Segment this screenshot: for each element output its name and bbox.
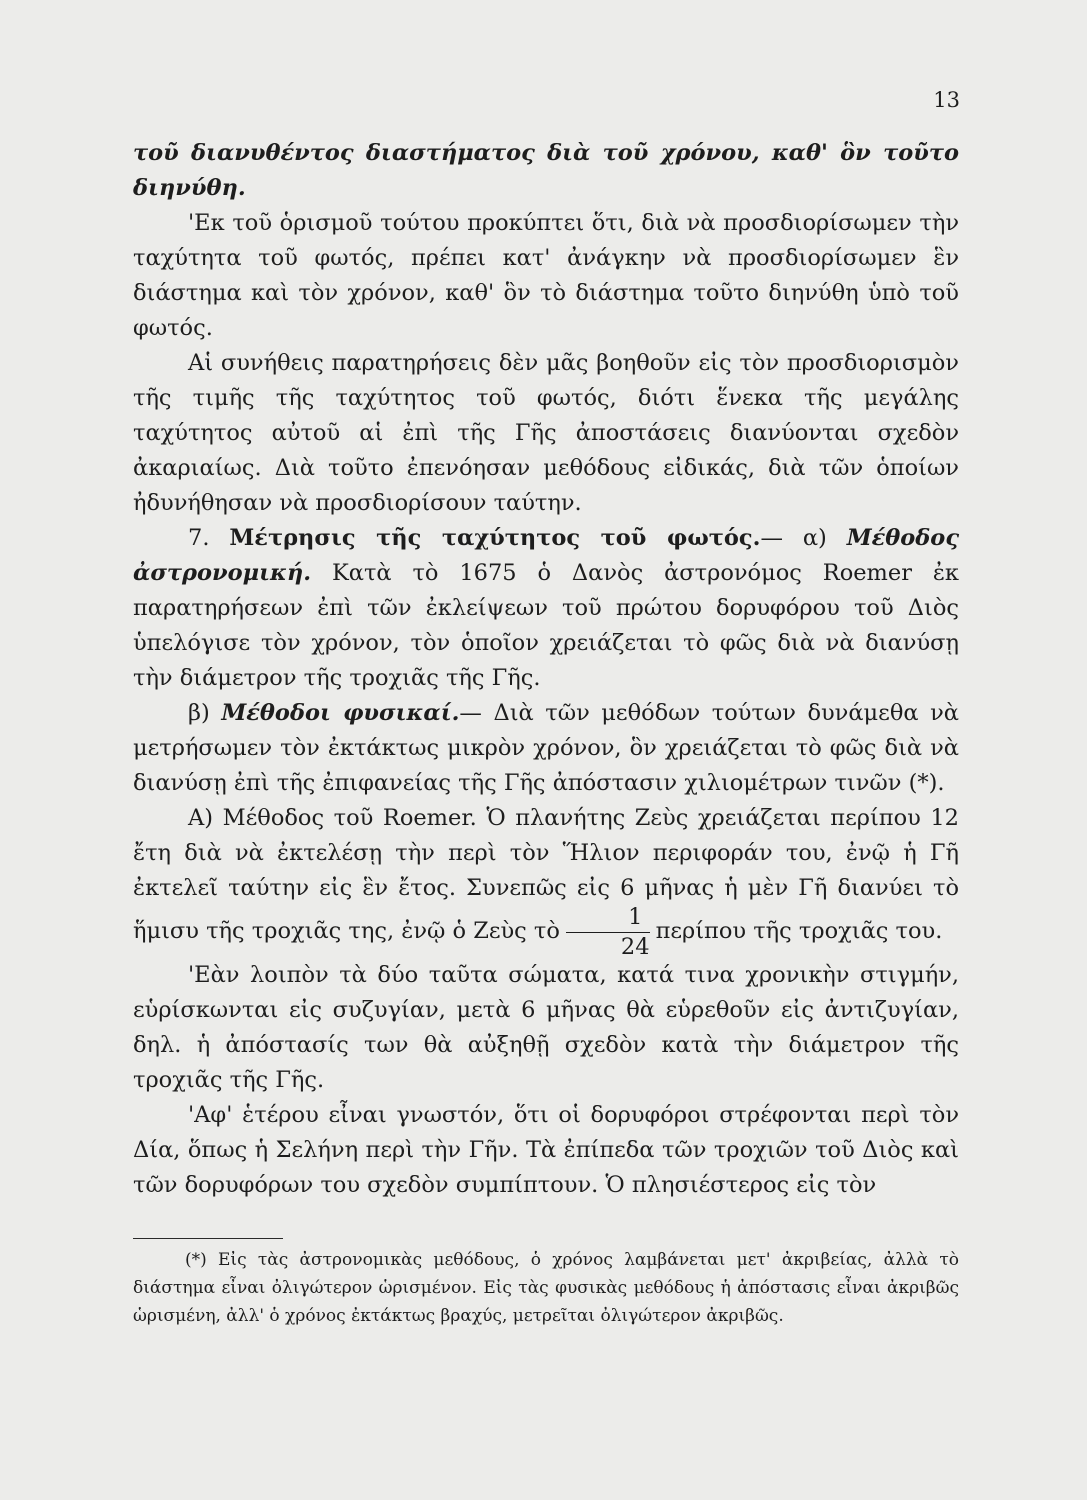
satellites-paragraph: 'Αφ' ἑτέρου εἶναι γνωστόν, ὅτι οἱ δορυφόροι στρέφονται περὶ τὸν Δία, ὅπως ἡ Σελήνη περὶ τὴν Γῆν. Τὰ ἐπίπεδα τῶν τροχιῶν τοῦ Διὸς καὶ τῶν δορυφόρων του σχεδὸν συμπίπτουν. Ὁ πλησιέστερος εἰς τὸν <box>133 1102 959 1198</box>
body-text <box>133 136 959 1203</box>
subsection-b-title: Μέθοδοι φυσικαί. <box>221 700 460 726</box>
section-heading: Μέτρησις τῆς ταχύτητος τοῦ φωτός. <box>229 525 761 551</box>
subsection-b-text: — Διὰ τῶν μεθόδων τούτων δυνάμεθα νὰ μετρήσωμεν τὸν ἐκτάκτως μικρὸν χρόνον, ὃν χρειάζεται τὸ φῶς διὰ νὰ διανύσῃ ἐπὶ τῆς ἐπιφανείας τῆς Γῆς ἀπόστασιν χιλιομέτρων τινῶν (*). <box>133 700 959 796</box>
section-number: 7. <box>188 525 210 551</box>
observation-paragraph: Αἱ συνήθεις παρατηρήσεις δὲν μᾶς βοηθοῦν εἰς τὸν προσδιορισμὸν τῆς τιμῆς τῆς ταχύτητος τοῦ φωτός, διότι ἕνεκα τῆς μεγάλης ταχύτητος αὐτοῦ αἱ ἐπὶ τῆς Γῆς ἀποστάσεις διανύονται σχεδὸν ἀκαριαίως. Διὰ τοῦτο ἐπενόησαν μεθόδους εἰδικάς, διὰ τῶν ὁποίων ἠδυνήθησαν νὰ προσδιορίσουν ταύτην. <box>133 350 959 516</box>
footnote <box>133 1246 959 1330</box>
subsection-a-title: Μέθοδος ἀστρονομική. <box>133 525 960 586</box>
roemer-method-paragraph: Α) Μέθοδος τοῦ Roemer. Ὁ πλανήτης Ζεὺς χρειάζεται περίπου 12 ἔτη διὰ νὰ ἐκτελέσῃ τὴν περὶ τὸν Ἥλιον περιφοράν του, ἐνῷ ἡ Γῆ ἐκτελεῖ ταύτην εἰς ἓν ἔτος. Συνεπῶς εἰς 6 μῆνας ἡ μὲν Γῆ διανύει τὸ ἥμισυ τῆς τροχιᾶς της, ἐνῷ ὁ Ζεὺς τὸ $\frac{1}{24}$ περίπου τῆς τροχιᾶς του. <box>133 805 959 960</box>
continuation-paragraph: τοῦ διανυθέντος διαστήματος διὰ τοῦ χρόνου, καθ' ὃν τοῦτο διηνύθη. <box>133 140 959 201</box>
fraction-denominator: 24 <box>620 933 650 960</box>
fraction <box>566 906 650 958</box>
conjunction-paragraph: 'Εὰν λοιπὸν τὰ δύο ταῦτα σώματα, κατά τινα χρονικὴν στιγμήν, εὑρίσκωνται εἰς συζυγίαν, μετὰ 6 μῆνας θὰ εὑρεθοῦν εἰς ἀντιζυγίαν, δηλ. ἡ ἀπόστασίς των θὰ αὐξηθῇ σχεδὸν κατὰ τὴν διάμετρον τῆς τροχιᾶς τῆς Γῆς. <box>133 962 959 1093</box>
subsection-a-text: Κατὰ τὸ 1675 ὁ Δανὸς ἀστρονόμος Roemer ἐκ παρατηρήσεων ἐπὶ τῶν ἐκλείψεων τοῦ πρώτου δορυφόρου τοῦ Διὸς ὑπελόγισε τὸν χρόνον, τὸν ὁποῖον χρειάζεται τὸ φῶς διὰ νὰ διανύσῃ τὴν διάμετρον τῆς τροχιᾶς τῆς Γῆς. <box>133 560 959 691</box>
subsection-b-label: β) <box>188 700 210 726</box>
definition-paragraph: 'Εκ τοῦ ὁρισμοῦ τούτου προκύπτει ὅτι, διὰ νὰ προσδιορίσωμεν τὴν ταχύτητα τοῦ φωτός, πρέπει κατ' ἀνάγκην νὰ προσδιορίσωμεν ἓν διάστημα καὶ τὸν χρόνον, καθ' ὃν τὸ διάστημα τοῦτο διηνύθη ὑπὸ τοῦ φωτός. <box>133 210 959 341</box>
fraction-numerator: 1 <box>566 906 650 933</box>
page-number: 13 <box>933 88 960 112</box>
subsection-a-label: α) <box>802 525 827 551</box>
subsection-b-paragraph <box>133 696 959 801</box>
footnote-rule <box>133 1238 283 1239</box>
section-7-paragraph: 7. Μέτρησις τῆς ταχύτητος τοῦ φωτός.— α) Μέθοδος ἀστρονομική. Κατὰ τὸ 1675 ὁ Δανὸς ἀστρονόμος Roemer ἐκ παρατηρήσεων ἐπὶ τῶν ἐκλείψεων τοῦ πρώτου δορυφόρου τοῦ Διὸς ὑπελόγισε τὸν χρόνον, τὸν ὁποῖον χρειάζεται τὸ φῶς διὰ νὰ διανύσῃ τὴν διάμετρον τῆς τροχιᾶς τῆς Γῆς. <box>133 525 960 691</box>
footnote-text: (*) Εἰς τὰς ἀστρονομικὰς μεθόδους, ὁ χρόνος λαμβάνεται μετ' ἀκριβείας, ἀλλὰ τὸ διάστημα εἶναι ὀλιγώτερον ὡρισμένον. Εἰς τὰς φυσικὰς μεθόδους ἡ ἀπόστασις εἶναι ἀκριβῶς ὡρισμένη, ἀλλ' ὁ χρόνος ἐκτάκτως βραχύς, μετρεῖται ὀλιγώτερον ἀκριβῶς. <box>133 1250 959 1326</box>
